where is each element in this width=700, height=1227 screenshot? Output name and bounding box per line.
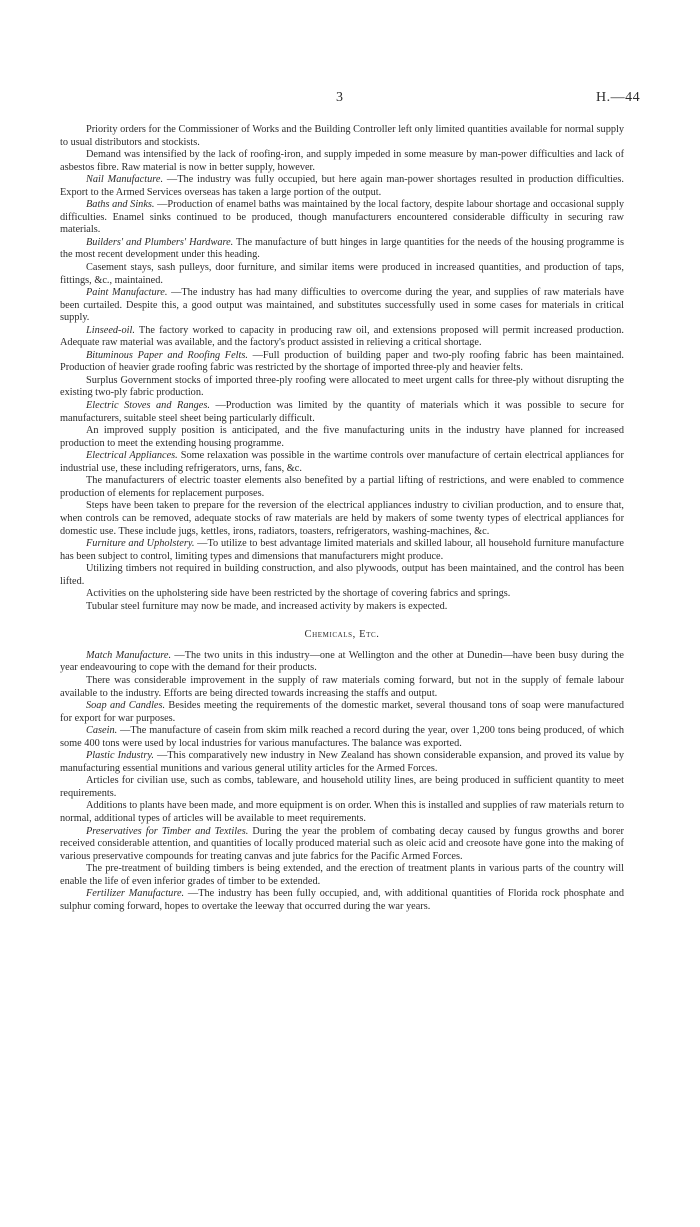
paragraph (60, 750, 624, 775)
paragraph (60, 425, 624, 450)
paragraph-text: The manufacture of butt hinges in large quantities for the needs of the housing programme is the most recent development under this heading. (60, 236, 624, 261)
paragraph (60, 350, 624, 375)
paragraph (60, 287, 624, 325)
paragraph-text: Besides meeting the requirements of the domestic market, several thousand tons of soap were manufactured for export for war purposes. (60, 700, 624, 724)
paragraph-heading: Bituminous Paper and Roofing Felts. (86, 349, 248, 361)
body-text (60, 124, 624, 913)
paragraph-text: An improved supply position is anticipated, and the five manufacturing units in the industry have planned for increased production to meet the extending housing programme. (60, 425, 624, 449)
paragraph-heading: Electric Stoves and Ranges. (86, 400, 210, 412)
paragraph (60, 650, 624, 675)
paragraph-text: Tubular steel furniture may now be made, and increased activity by makers is expected. (86, 600, 448, 612)
paragraph-text: The factory worked to capacity in producing raw oil, and extensions proposed will permit increased production. Adequate raw material was available, and the factory's product assisted in relieving a critical shortage. (60, 324, 624, 349)
paragraph (60, 538, 624, 563)
paragraph (60, 826, 624, 864)
paragraph-text: —This comparatively new industry in New Zealand has shown considerable expansion, and proved its value by manufacturing essential munitions and various general utility articles for the Armed Forces. (60, 750, 624, 774)
page-number: 3 (336, 90, 343, 105)
paragraph-text: Steps have been taken to prepare for the reversion of the electrical appliances industry to civilian production, and to ensure that, when controls can be removed, adequate stocks of raw materials are held by makers of some twenty types of electrical appliances for domestic use. These include jugs, kettles, irons, radiators, toasters, refrigerators, washing-machines, &c. (60, 500, 624, 537)
paragraph (60, 375, 624, 400)
paragraph-text: Additions to plants have been made, and more equipment is on order. When this is installed and supplies of raw materials return to normal, additional types of articles will be available to meet requirements. (60, 800, 624, 824)
paragraph-text: Some relaxation was possible in the wartime controls over manufacture of certain electrical appliances for industrial use, these including refrigerators, urns, fans, &c. (60, 450, 624, 474)
paragraph (60, 800, 624, 825)
paragraph-text: —The manufacture of casein from skim milk reached a record during the year, over 1,200 tons being produced, of which some 400 tons were used by local industries for various manufactures. The balance was exported. (60, 725, 624, 749)
paragraph-text: Priority orders for the Commissioner of Works and the Building Controller left only limited quantities available for normal supply to usual distributors and stockists. (60, 124, 624, 148)
paragraph-heading: Furniture and Upholstery. (86, 538, 195, 550)
paragraph-text: The manufacturers of electric toaster elements also benefited by a partial lifting of restrictions, and were enabled to commence production of elements for replacement purposes. (60, 475, 624, 499)
paragraph-text: —The two units in this industry—one at Wellington and the other at Dunedin—have been busy during the year endeavouring to cope with the demand for their products. (60, 649, 624, 674)
paragraph (60, 400, 624, 425)
paragraph-group-industries (60, 124, 624, 613)
paragraph (60, 450, 624, 475)
paragraph-text: Demand was intensified by the lack of roofing-iron, and supply impeded in some measure by man-power difficulties and lack of asbestos fibre. Raw material is now in better supply, however. (60, 149, 624, 173)
paragraph-text: Utilizing timbers not required in building construction, and also plywoods, output has been maintained, and the control has been lifted. (60, 563, 624, 587)
paragraph-text: During the year the problem of combating decay caused by fungus growths and borer received considerable attention, and quantities of locally produced material such as oleic acid and creosote have gone into the making of various preservative compounds for treating canvas and jute fabrics for the Pacific Armed Forces. (60, 825, 624, 862)
paragraph (60, 888, 624, 913)
paragraph-text: —To utilize to best advantage limited materials and skilled labour, all household furniture manufacture has been subject to control, limiting types and dimensions that manufacturers might produce. (60, 538, 624, 562)
paragraph-heading: Builders' and Plumbers' Hardware. (86, 236, 234, 248)
paragraph-text: —The industry was fully occupied, but here again man-power shortages resulted in production difficulties. Export to the Armed Services overseas has taken a large portion of the output. (60, 174, 624, 198)
paragraph-heading: Electrical Appliances. (86, 450, 178, 462)
paragraph-heading: Plastic Industry. (86, 750, 154, 762)
paragraph (60, 124, 624, 149)
paragraph (60, 563, 624, 588)
paragraph-heading: Linseed-oil. (86, 324, 135, 336)
paragraph-heading: Paint Manufacture. (86, 287, 168, 299)
paragraph-heading: Baths and Sinks. (86, 199, 155, 211)
paragraph-heading: Fertilizer Manufacture. (86, 888, 185, 900)
paragraph (60, 325, 624, 350)
paragraph (60, 149, 624, 174)
document-reference: H.—44 (596, 90, 641, 105)
paragraph (60, 700, 624, 725)
paragraph-text: —Full production of building paper and two-ply roofing fabric has been maintained. Production of heavier grade roofing fabric was restricted by the shortage of imported three-ply and heavier felts. (60, 349, 624, 374)
paragraph (60, 237, 624, 262)
paragraph (60, 262, 624, 287)
paragraph (60, 500, 624, 538)
paragraph-group-chemicals (60, 650, 624, 913)
paragraph (60, 588, 624, 601)
paragraph-heading: Match Manufacture. (86, 649, 172, 661)
paragraph (60, 199, 624, 237)
paragraph-heading: Casein. (86, 725, 118, 737)
paragraph-text: —Production was limited by the quantity of materials which it was possible to secure for manufacturers, suitable steel sheet being particularly difficult. (60, 400, 625, 424)
paragraph (60, 863, 624, 888)
paragraph (60, 675, 624, 700)
paragraph (60, 725, 624, 750)
paragraph-text: Activities on the upholstering side have been restricted by the shortage of covering fabrics and springs. (86, 588, 511, 600)
paragraph-heading: Nail Manufacture. (86, 174, 164, 186)
section-heading: Chemicals, Etc. (304, 629, 380, 641)
paragraph (60, 775, 624, 800)
paragraph-text: —The industry has been fully occupied, and, with additional quantities of Florida rock phosphate and sulphur coming forward, hopes to overtake the leeway that occurred during the war years. (60, 888, 625, 912)
paragraph-heading: Soap and Candles. (86, 700, 166, 712)
paragraph-text: —Production of enamel baths was maintained by the local factory, despite labour shortage and occasional supply difficulties. Enamel sinks continued to be produced, though manufacturers encountered considerable difficulty in securing raw materials. (60, 199, 624, 236)
paragraph (60, 174, 624, 199)
paragraph-text: Surplus Government stocks of imported three-ply roofing were allocated to meet urgent calls for three-ply without disrupting the existing two-ply fabric production. (60, 374, 624, 399)
paragraph-text: —The industry has had many difficulties to overcome during the year, and supplies of raw materials have been curtailed. Despite this, a good output was maintained, and substitutes successfully used in some cases for materials in critical supply. (60, 287, 624, 324)
paragraph-text: There was considerable improvement in the supply of raw materials coming forward, but not in the supply of female labour available to the industry. Efforts are being directed towards increasing the staffs and output. (60, 674, 624, 699)
paragraph-text: Articles for civilian use, such as combs, tableware, and household utility lines, are being produced in sufficient quantity to meet requirements. (60, 775, 624, 799)
paragraph-heading: Preservatives for Timber and Textiles. (86, 825, 249, 837)
paragraph (60, 601, 624, 614)
paragraph (60, 475, 624, 500)
paragraph-text: Casement stays, sash pulleys, door furniture, and similar items were produced in increased quantities, and production of taps, fittings, &c., maintained. (60, 262, 624, 286)
paragraph-text: The pre-treatment of building timbers is being extended, and the erection of treatment plants in various parts of the country will enable the life of even inferior grades of timber to be extended. (60, 863, 624, 887)
